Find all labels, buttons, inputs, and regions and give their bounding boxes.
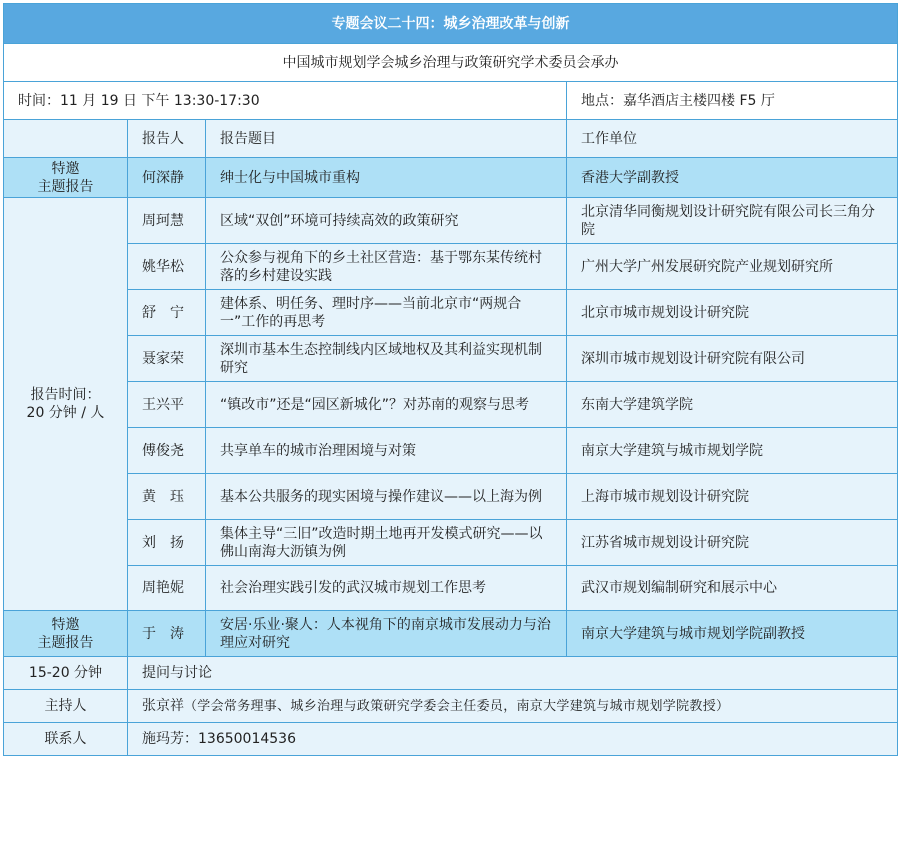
keynote-row-1: [4, 158, 898, 198]
table-row: [4, 520, 898, 566]
talk-topic: 公众参与视角下的乡土社区营造：基于鄂东某传统村落的乡村建设实践: [206, 244, 567, 290]
keynote-label-2: 特邀 主题报告: [4, 611, 128, 657]
speaker-affiliation: 上海市城市规划设计研究院: [567, 474, 898, 520]
table-row: [4, 428, 898, 474]
speaker-name: 于 涛: [128, 611, 206, 657]
speaker-name: 舒 宁: [128, 290, 206, 336]
moderator-note: （学会常务理事、城乡治理与政策研究学委会主任委员，南京大学建筑与城市规划学院教授）: [184, 698, 730, 714]
speaker-affiliation: 武汉市规划编制研究和展示中心: [567, 566, 898, 611]
speaker-affiliation: 北京清华同衡规划设计研究院有限公司长三角分院: [567, 198, 898, 244]
speaker-affiliation: 南京大学建筑与城市规划学院副教授: [567, 611, 898, 657]
header-affiliation: 工作单位: [567, 120, 898, 158]
regular-talk-label: 报告时间： 20 分钟 / 人: [4, 198, 128, 611]
talk-topic: 社会治理实践引发的武汉城市规划工作思考: [206, 566, 567, 611]
discussion-text: 提问与讨论: [128, 657, 898, 690]
speaker-name: 刘 扬: [128, 520, 206, 566]
table-row: [4, 198, 898, 244]
moderator-row: [4, 690, 898, 723]
organizer-line: 中国城市规划学会城乡治理与政策研究学术委员会承办: [4, 44, 898, 82]
discussion-duration: 15-20 分钟: [4, 657, 128, 690]
moderator-label: 主持人: [4, 690, 128, 723]
contact-text: 施玛芳：13650014536: [128, 723, 898, 756]
talk-topic: 区域“双创”环境可持续高效的政策研究: [206, 198, 567, 244]
session-schedule: [3, 3, 897, 862]
speaker-affiliation: 南京大学建筑与城市规划学院: [567, 428, 898, 474]
table-row: [4, 382, 898, 428]
speaker-affiliation: 北京市城市规划设计研究院: [567, 290, 898, 336]
talk-topic: 深圳市基本生态控制线内区域地权及其利益实现机制研究: [206, 336, 567, 382]
moderator-name: 张京祥: [142, 697, 184, 714]
schedule-table: [3, 3, 898, 756]
table-row: [4, 566, 898, 611]
talk-topic: 基本公共服务的现实困境与操作建议——以上海为例: [206, 474, 567, 520]
table-row: [4, 336, 898, 382]
speaker-name: 姚华松: [128, 244, 206, 290]
speaker-name: 周珂慧: [128, 198, 206, 244]
speaker-affiliation: 江苏省城市规划设计研究院: [567, 520, 898, 566]
talk-topic: 建体系、明任务、理时序——当前北京市“两规合一”工作的再思考: [206, 290, 567, 336]
speaker-name: 王兴平: [128, 382, 206, 428]
table-row: [4, 244, 898, 290]
table-row: [4, 474, 898, 520]
contact-row: [4, 723, 898, 756]
speaker-name: 傅俊尧: [128, 428, 206, 474]
speaker-name: 黄 珏: [128, 474, 206, 520]
speaker-affiliation: 广州大学广州发展研究院产业规划研究所: [567, 244, 898, 290]
speaker-affiliation: 香港大学副教授: [567, 158, 898, 198]
contact-label: 联系人: [4, 723, 128, 756]
session-title: 专题会议二十四：城乡治理改革与创新: [4, 4, 898, 44]
header-empty-cell: [4, 120, 128, 158]
table-header-row: [4, 120, 898, 158]
talk-topic: “镇改市”还是“园区新城化”？对苏南的观察与思考: [206, 382, 567, 428]
keynote-label-1: 特邀 主题报告: [4, 158, 128, 198]
keynote-row-2: [4, 611, 898, 657]
speaker-name: 周艳妮: [128, 566, 206, 611]
speaker-affiliation: 深圳市城市规划设计研究院有限公司: [567, 336, 898, 382]
speaker-affiliation: 东南大学建筑学院: [567, 382, 898, 428]
speaker-name: 何深静: [128, 158, 206, 198]
session-time: 时间：11 月 19 日 下午 13:30-17:30: [4, 82, 567, 120]
header-topic: 报告题目: [206, 120, 567, 158]
table-row: [4, 290, 898, 336]
talk-topic: 绅士化与中国城市重构: [206, 158, 567, 198]
header-speaker: 报告人: [128, 120, 206, 158]
moderator-cell: [128, 690, 898, 723]
talk-topic: 安居·乐业·聚人：人本视角下的南京城市发展动力与治理应对研究: [206, 611, 567, 657]
talk-topic: 集体主导“三旧”改造时期土地再开发模式研究——以佛山南海大沥镇为例: [206, 520, 567, 566]
talk-topic: 共享单车的城市治理困境与对策: [206, 428, 567, 474]
discussion-row: [4, 657, 898, 690]
speaker-name: 聂家荣: [128, 336, 206, 382]
session-location: 地点：嘉华酒店主楼四楼 F5 厅: [567, 82, 898, 120]
